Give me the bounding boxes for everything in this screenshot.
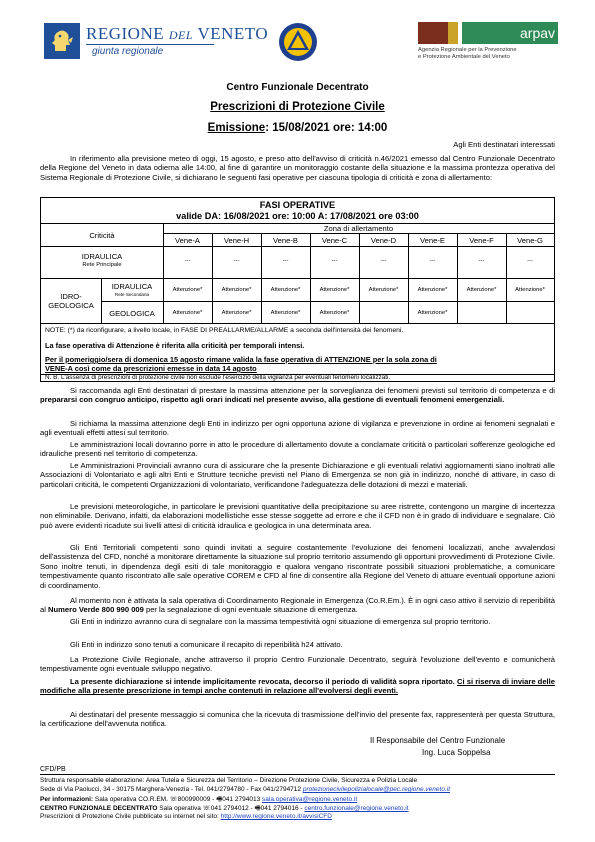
row-sublabel-rete-secondaria: Rete Secondaria bbox=[114, 292, 150, 297]
protezione-civile-emblem-icon bbox=[278, 22, 318, 62]
table-note-attenzione: La fase operativa di Attenzione è riferita alla criticità per temporali intensi. bbox=[45, 341, 305, 350]
paragraph-8: Gli Enti in indirizzo avranno cura di segnalare con la massima tempestività ogni situazione di emergenza sul proprio territorio. bbox=[70, 617, 491, 626]
paragraph-11: La presente dichiarazione si intende implicitamente revocata, decorso il periodo di validità sopra riportato. Ci si riserva di inviare delle modifiche alla presente prescrizione in tempi anche contenuti in relazione all'evolversi degli eventi. bbox=[40, 677, 555, 696]
emissione-label: Emissione bbox=[207, 122, 266, 134]
phase-cell: Attenzione* bbox=[172, 310, 203, 316]
reference-code: CFD/PB bbox=[40, 766, 66, 773]
paragraph-12: Ai destinatari del presente messaggio si comunica che la ricevuta di trasmissione dell'invio del presente fax, rappresenterà per questa Struttura, la certificazione dell'avvenuta notifica. bbox=[40, 710, 555, 729]
phase-cell: Attenzione* bbox=[515, 287, 545, 293]
arpav-caption-line-1: Agenzia Regionale per la Prevenzione bbox=[418, 47, 517, 53]
regione-veneto-name: REGIONE DEL VENETO bbox=[86, 24, 269, 43]
pec-email-link[interactable]: protezionecivilepolizialocale@pec.regione.veneto.it bbox=[302, 786, 451, 793]
paragraph-10: La Protezione Civile Regionale, anche attraverso il proprio Centro Funzionale Decentrato, seguirà l'evoluzione dell'evento e comunicherà tempestivamente ogni eventuale sviluppo negativo. bbox=[40, 655, 555, 674]
row-label-idraulica: IDRAULICA bbox=[81, 252, 123, 261]
emissione-line bbox=[0, 122, 595, 134]
paragraph-7: Al momento non è attivata la sala operativa di Coordinamento Regionale in Emergenza (Co.R.Em.). È in ogni caso attivo il servizio di reperibilità al Numero Verde 800 990 009 per la segnalazione di ogni eventuale situazione di emergenza. bbox=[40, 596, 555, 615]
phase-cell: --- bbox=[527, 258, 533, 264]
phase-cell: Attenzione* bbox=[270, 310, 301, 316]
paragraph-5: Le previsioni meteorologiche, in particolare le previsioni quantitative della precipitazione su aree ristrette, contengono un margine di incertezza non eliminabile. Derivano, infatti, da elaborazioni modellistiche esse stesse soggette ad errore e che il CFD non è in grado di individuare e segnalare. Ciò può avere evidenti ricadute sui livelli attesi di criticità idraulica e geologica in una determinata area. bbox=[40, 502, 555, 530]
arpav-caption-line-2: e Protezione Ambientale del Veneto bbox=[418, 54, 510, 60]
zone-header: Vene-E bbox=[420, 236, 445, 245]
row-sublabel-rete-principale: Rete Principale bbox=[82, 262, 122, 268]
row-label-geologica: GEOLOGICA bbox=[109, 309, 155, 318]
phase-cell: --- bbox=[331, 258, 338, 264]
arpav-picture bbox=[418, 22, 448, 44]
signature-name: Ing. Luca Soppelsa bbox=[422, 748, 491, 757]
idrogeologica-label: IDRO- bbox=[60, 292, 82, 301]
giunta-regionale-label: giunta regionale bbox=[92, 46, 164, 57]
footer-website: Prescrizioni di Protezione Civile pubblicate su internet nel sito: http://www.regione.veneto.it/avvisiCFD bbox=[40, 813, 332, 820]
paragraph-6: Gli Enti Territoriali competenti sono quindi invitati a seguire costantemente l'evoluzione dei fenomeni localizzati, anche avvalendosi dell'assistenza del CFD, nonché a monitorare direttamente la situazione sul proprio territorio assumendo gli opportuni provvedimenti di Protezione Civile. Sono inoltre tenuti, in dipendenza degli esiti di tale monitoraggio e qualora vengano riscontrate possibili situazioni problematiche, a comunicare tempestivamente quanto riscontrato alle sale operative COREM e CFD al fine di consentire alla Regione del Veneto di attuare eventuali opportune azioni di coordinamento. bbox=[40, 543, 555, 590]
regione-veneto-emblem bbox=[44, 23, 80, 59]
zone-header: Vene-F bbox=[469, 236, 494, 245]
paragraph-2: Si richiama la massima attenzione degli Enti in indirizzo per ogni opportuna azione di vigilanza e prevenzione in ordine ai fenomeni segnalati e agli eventuali effetti attesi sul territorio. bbox=[40, 419, 555, 438]
zone-header: Vene-C bbox=[321, 236, 348, 245]
lion-icon bbox=[49, 27, 75, 55]
phase-cell: Attenzione* bbox=[417, 287, 448, 293]
phase-cell: --- bbox=[282, 258, 289, 264]
emissione-value: : 15/08/2021 ore: 14:00 bbox=[265, 122, 388, 134]
paragraph-9: Gli Enti in indirizzo sono tenuti a comunicare il recapito di reperibilità h24 attivato. bbox=[70, 640, 343, 649]
sala-operativa-email-link[interactable]: sala.operativa@regione.veneto.it bbox=[262, 796, 358, 803]
centro-funzionale-title: Centro Funzionale Decentrato bbox=[226, 82, 369, 93]
recipients-line: Agli Enti destinatari interessati bbox=[453, 140, 555, 149]
row-label-idraulica-secondaria: IDRAULICA bbox=[111, 282, 153, 291]
table-note-star: NOTE: (*) da riconfigurare, a livello locale, in FASE DI PREALLARME/ALLARME a seconda dell'intensità dei fenomeni. bbox=[45, 327, 404, 334]
phase-cell: Attenzione* bbox=[221, 287, 252, 293]
criticita-header: Criticità bbox=[89, 231, 115, 240]
centro-funzionale-email-link[interactable]: centro.funzionale@regione.veneto.it bbox=[304, 805, 409, 812]
intro-paragraph: In riferimento alla previsione meteo di oggi, 15 agosto, e preso atto dell'avviso di criticità n.46/2021 emesso dal Centro Funzionale Decentrato della Regione del Veneto in data odierna alle 14:00, al fine di garantire un monitoraggio costante della situazione e la massima prontezza operativa del Sistema Regionale di Protezione Civile, si dichiarano le seguenti fasi operative per ciascuna tipologia di criticità e zona di allertamento: bbox=[40, 154, 555, 182]
logo-divider bbox=[86, 44, 214, 45]
footer-cfd: CENTRO FUNZIONALE DECENTRATO Sala operativa ☏041 2794012 - 🖷041 2794016 - centro.funzionale@regione.veneto.it bbox=[40, 805, 409, 812]
zone-header: Vene-A bbox=[175, 236, 200, 245]
zone-header: Vene-D bbox=[370, 236, 397, 245]
table-note-nb: N. B. L'assenza di prescrizioni di protezione civile non esclude l'esercizio della vigilanza per eventuali fenomeni localizzati. bbox=[45, 374, 391, 381]
idrogeologica-label: GEOLOGICA bbox=[48, 301, 94, 310]
zone-header: Vene-G bbox=[517, 236, 543, 245]
fasi-operative-table bbox=[40, 197, 555, 382]
phase-cell: --- bbox=[380, 258, 387, 264]
avvisi-cfd-website-link[interactable]: http://www.regione.veneto.it/avvisiCFD bbox=[220, 813, 332, 820]
prescrizioni-title: Prescrizioni di Protezione Civile bbox=[210, 101, 385, 113]
footer-informazioni: Per informazioni: Sala operativa CO.R.EM. ☏800990009 - 🖷041 2794013 sala.operativa@regione.veneto.it bbox=[40, 796, 358, 803]
regione-veneto-logo bbox=[44, 23, 269, 59]
paragraph-1: Si raccomanda agli Enti destinatari di prestare la massima attenzione per la sorveglianza dei fenomeni previsti sul territorio di competenza e di prepararsi con congruo anticipo, rispetto agli orari indicati nel presente avviso, alla gestione di eventuali fenomeni emergenziali. bbox=[40, 386, 555, 405]
paragraph-3: Le amministrazioni locali dovranno porre in atto le procedure di allertamento dovute a conclamate criticità o particolari sofferenze geologiche ed idrauliche presenti nel territorio di competenza. bbox=[40, 440, 555, 459]
signature-role: Il Responsabile del Centro Funzionale bbox=[370, 736, 506, 745]
zona-header: Zona di allertamento bbox=[323, 224, 394, 233]
table-title: FASI OPERATIVE bbox=[259, 200, 336, 210]
phase-cell: Attenzione* bbox=[417, 310, 448, 316]
zone-header: Vene-H bbox=[223, 236, 250, 245]
arpav-logo bbox=[418, 22, 558, 66]
zone-header: Vene-B bbox=[273, 236, 298, 245]
footer-struttura: Struttura responsabile elaborazione: Area Tutela e Sicurezza del Territorio – Direzione Protezione Civile, Sicurezza e Polizia Locale bbox=[40, 777, 418, 784]
phase-cell: --- bbox=[184, 258, 191, 264]
phase-cell: Attenzione* bbox=[270, 287, 301, 293]
table-validity: valide DA: 16/08/2021 ore: 10:00 A: 17/08/2021 ore 03:00 bbox=[176, 211, 419, 221]
phase-cell: Attenzione* bbox=[319, 287, 350, 293]
phase-cell: Attenzione* bbox=[221, 310, 252, 316]
table-note-vene-a: VENE-A così come da prescrizioni emesse in data 14 agosto bbox=[45, 364, 257, 373]
phase-cell: Attenzione* bbox=[319, 310, 350, 316]
footer-sede: Sede di Via Paolucci, 34 - 30175 Marghera-Venezia - Tel. 041/2794780 - Fax 041/2794712 protezionecivilepolizialocale@pec.regione.veneto.it bbox=[40, 786, 451, 793]
table-note-vene-a: Per il pomeriggio/sera di domenica 15 agosto rimane valida la fase operativa di ATTENZIONE per la sola zona di bbox=[45, 355, 437, 364]
paragraph-4: Le Amministrazioni Provinciali avranno cura di assicurare che la presente Dichiarazione e gli eventuali relativi aggiornamenti siano inoltrati alle Associazioni di Volontariato e agli altri Enti e Strutture tecniche previsti nel Piano di Emergenza se non già in indirizzo, nonché di attivare, in caso di particolari criticità, le competenti Organizzazioni di volontariato, verificandone l'adeguatezza delle dotazioni di mezzi e materiali. bbox=[40, 461, 555, 489]
phase-cell: Attenzione* bbox=[466, 287, 497, 293]
footer bbox=[40, 774, 555, 820]
phase-cell: Attenzione* bbox=[172, 287, 203, 293]
phase-cell: --- bbox=[478, 258, 485, 264]
phase-cell: --- bbox=[233, 258, 240, 264]
arpav-picture-strip bbox=[448, 22, 458, 44]
arpav-wordmark: arpav bbox=[462, 22, 558, 44]
phase-cell: --- bbox=[429, 258, 436, 264]
phase-cell: Attenzione* bbox=[368, 287, 399, 293]
